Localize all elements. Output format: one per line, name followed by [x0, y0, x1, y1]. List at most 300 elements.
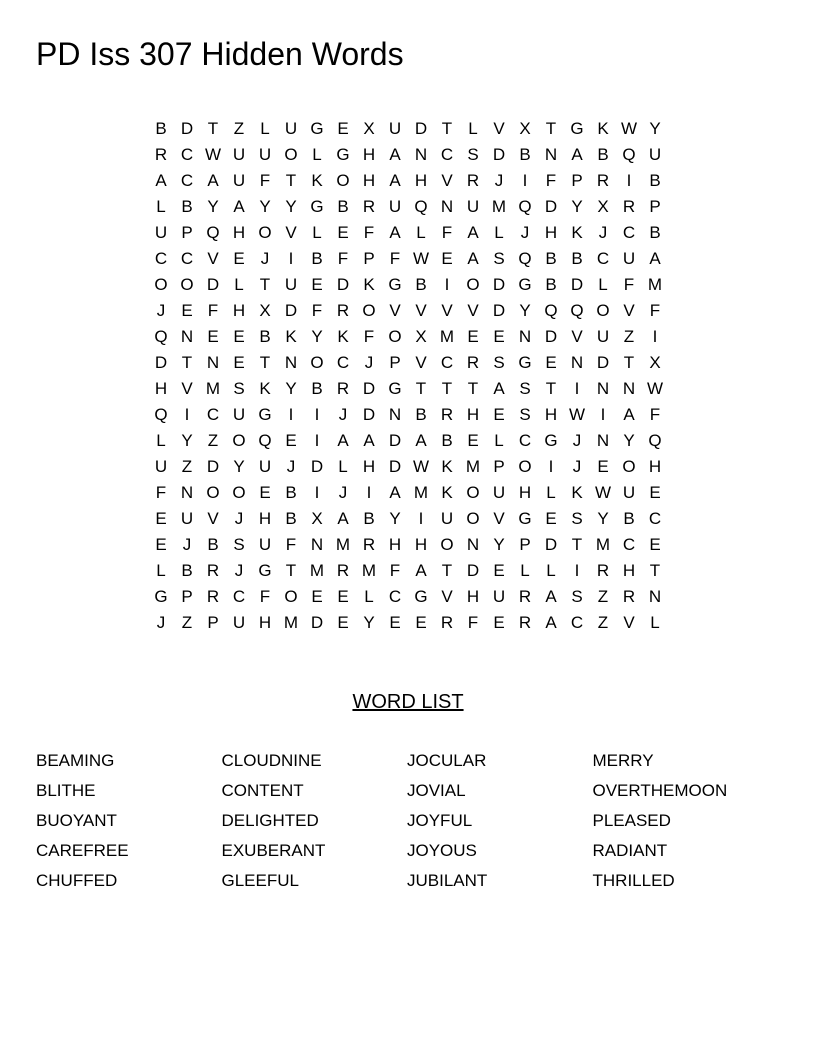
- grid-letter: L: [650, 613, 660, 632]
- grid-letter: T: [441, 561, 453, 580]
- word-list-item: CONTENT: [221, 781, 304, 800]
- grid-letter: N: [622, 379, 636, 398]
- letter-grid: [148, 116, 668, 636]
- grid-letter: B: [181, 561, 193, 580]
- grid-letter: T: [415, 379, 427, 398]
- grid-letter: H: [414, 535, 428, 554]
- grid-letter: Y: [181, 431, 193, 450]
- grid-letter: Z: [623, 327, 635, 346]
- grid-letter: L: [156, 197, 166, 216]
- grid-letter: R: [336, 561, 350, 580]
- grid-letter: Y: [311, 327, 323, 346]
- word-list-item: CLOUDNINE: [221, 751, 322, 770]
- grid-letter: U: [466, 197, 480, 216]
- grid-letter: S: [233, 535, 245, 554]
- grid-letter: G: [310, 197, 324, 216]
- grid-letter: J: [598, 223, 608, 242]
- grid-letter: T: [259, 353, 271, 372]
- grid-letter: J: [572, 431, 582, 450]
- grid-letter: Z: [181, 457, 193, 476]
- grid-letter: S: [571, 509, 583, 528]
- grid-letter: J: [572, 457, 582, 476]
- grid-letter: O: [518, 457, 532, 476]
- grid-letter: I: [314, 483, 320, 502]
- grid-letter: F: [441, 223, 453, 242]
- grid-letter: N: [284, 353, 298, 372]
- grid-letter: P: [519, 535, 531, 554]
- grid-row: [148, 402, 668, 428]
- grid-letter: W: [646, 379, 664, 398]
- grid-letter: H: [258, 509, 272, 528]
- grid-letter: E: [545, 509, 557, 528]
- word-list-item: CHUFFED: [36, 871, 118, 890]
- grid-letter: B: [311, 249, 323, 268]
- word-list-item: JOYOUS: [407, 841, 477, 860]
- grid-letter: C: [570, 613, 584, 632]
- grid-letter: A: [363, 431, 375, 450]
- grid-letter: V: [493, 119, 505, 138]
- grid-letter: D: [310, 457, 324, 476]
- grid-letter: B: [649, 223, 661, 242]
- grid-letter: A: [415, 561, 427, 580]
- grid-letter: C: [180, 249, 194, 268]
- grid-letter: J: [182, 535, 192, 554]
- grid-letter: P: [571, 171, 583, 190]
- grid-letter: B: [363, 509, 375, 528]
- grid-letter: E: [467, 431, 479, 450]
- grid-letter: F: [207, 301, 219, 320]
- grid-letter: O: [336, 171, 350, 190]
- grid-letter: Z: [597, 587, 609, 606]
- grid-letter: B: [285, 483, 297, 502]
- word-list-item: MERRY: [592, 751, 654, 770]
- word-list: [36, 746, 778, 896]
- word-list-item: GLEEFUL: [221, 871, 299, 890]
- grid-letter: G: [518, 509, 532, 528]
- grid-letter: R: [206, 587, 220, 606]
- grid-letter: E: [649, 483, 661, 502]
- grid-letter: L: [494, 431, 504, 450]
- grid-letter: N: [518, 327, 532, 346]
- grid-letter: A: [467, 249, 479, 268]
- grid-letter: A: [389, 483, 401, 502]
- grid-letter: K: [285, 327, 297, 346]
- grid-letter: B: [571, 249, 583, 268]
- grid-letter: Q: [518, 197, 532, 216]
- grid-letter: B: [649, 171, 661, 190]
- grid-letter: L: [546, 561, 556, 580]
- grid-letter: H: [466, 405, 480, 424]
- grid-letter: I: [522, 171, 528, 190]
- grid-letter: U: [258, 145, 272, 164]
- grid-letter: Y: [233, 457, 245, 476]
- grid-letter: A: [545, 613, 557, 632]
- grid-letter: D: [492, 301, 506, 320]
- grid-letter: J: [260, 249, 270, 268]
- grid-letter: B: [441, 431, 453, 450]
- grid-letter: Q: [414, 197, 428, 216]
- grid-letter: N: [206, 353, 220, 372]
- word-list-column: [593, 746, 779, 896]
- grid-letter: A: [415, 431, 427, 450]
- grid-letter: C: [180, 145, 194, 164]
- word-list-column: [407, 746, 593, 896]
- grid-letter: B: [207, 535, 219, 554]
- grid-letter: U: [492, 483, 506, 502]
- grid-letter: F: [389, 561, 401, 580]
- grid-letter: J: [338, 405, 348, 424]
- grid-letter: M: [491, 197, 507, 216]
- grid-letter: Y: [363, 613, 375, 632]
- grid-letter: D: [570, 275, 584, 294]
- grid-letter: Q: [570, 301, 584, 320]
- grid-letter: R: [206, 561, 220, 580]
- grid-letter: D: [336, 275, 350, 294]
- grid-letter: L: [416, 223, 426, 242]
- grid-letter: Y: [285, 197, 297, 216]
- grid-row: [148, 272, 668, 298]
- grid-letter: G: [570, 119, 584, 138]
- grid-letter: J: [286, 457, 296, 476]
- grid-letter: Q: [206, 223, 220, 242]
- grid-letter: O: [284, 145, 298, 164]
- grid-letter: O: [362, 301, 376, 320]
- grid-letter: J: [234, 509, 244, 528]
- grid-letter: D: [284, 301, 298, 320]
- word-list-item: PLEASED: [592, 811, 671, 830]
- grid-letter: G: [518, 353, 532, 372]
- grid-letter: E: [337, 587, 349, 606]
- grid-letter: U: [492, 587, 506, 606]
- grid-letter: L: [156, 561, 166, 580]
- grid-row: [148, 298, 668, 324]
- grid-letter: U: [284, 119, 298, 138]
- grid-letter: U: [154, 223, 168, 242]
- grid-row: [148, 116, 668, 142]
- grid-letter: V: [181, 379, 193, 398]
- grid-letter: B: [311, 379, 323, 398]
- grid-letter: O: [466, 275, 480, 294]
- grid-letter: O: [232, 431, 246, 450]
- grid-letter: E: [493, 327, 505, 346]
- word-list-item: DELIGHTED: [221, 811, 319, 830]
- grid-letter: R: [154, 145, 168, 164]
- grid-letter: Q: [544, 301, 558, 320]
- grid-letter: E: [337, 613, 349, 632]
- grid-letter: J: [364, 353, 374, 372]
- grid-letter: U: [258, 457, 272, 476]
- grid-letter: L: [494, 223, 504, 242]
- grid-letter: U: [180, 509, 194, 528]
- grid-letter: R: [518, 587, 532, 606]
- grid-letter: K: [311, 171, 323, 190]
- grid-letter: N: [180, 327, 194, 346]
- grid-letter: R: [596, 561, 610, 580]
- grid-letter: U: [440, 509, 454, 528]
- grid-letter: C: [596, 249, 610, 268]
- grid-letter: C: [622, 535, 636, 554]
- grid-letter: B: [545, 249, 557, 268]
- grid-letter: W: [412, 457, 430, 476]
- grid-letter: U: [622, 483, 636, 502]
- grid-letter: D: [362, 379, 376, 398]
- grid-letter: F: [649, 405, 661, 424]
- grid-letter: E: [233, 353, 245, 372]
- grid-letter: N: [180, 483, 194, 502]
- grid-letter: I: [314, 431, 320, 450]
- grid-letter: T: [259, 275, 271, 294]
- grid-letter: V: [441, 587, 453, 606]
- word-list-item: CAREFREE: [36, 841, 129, 860]
- grid-letter: V: [389, 301, 401, 320]
- grid-row: [148, 480, 668, 506]
- grid-letter: O: [466, 509, 480, 528]
- grid-letter: R: [466, 353, 480, 372]
- word-list-item: BEAMING: [36, 751, 115, 770]
- grid-letter: E: [441, 249, 453, 268]
- grid-letter: V: [285, 223, 297, 242]
- grid-letter: A: [207, 171, 219, 190]
- grid-letter: J: [520, 223, 530, 242]
- grid-letter: H: [544, 405, 558, 424]
- grid-letter: A: [233, 197, 245, 216]
- grid-letter: M: [647, 275, 663, 294]
- grid-letter: D: [388, 457, 402, 476]
- grid-letter: T: [545, 119, 557, 138]
- grid-letter: Q: [622, 145, 636, 164]
- grid-letter: X: [415, 327, 427, 346]
- grid-letter: G: [258, 561, 272, 580]
- grid-letter: G: [258, 405, 272, 424]
- grid-row: [148, 350, 668, 376]
- grid-letter: I: [314, 405, 320, 424]
- grid-letter: P: [181, 587, 193, 606]
- grid-letter: F: [363, 327, 375, 346]
- grid-letter: Q: [258, 431, 272, 450]
- grid-letter: I: [574, 379, 580, 398]
- grid-letter: C: [154, 249, 168, 268]
- grid-letter: L: [546, 483, 556, 502]
- grid-row: [148, 376, 668, 402]
- grid-letter: Y: [623, 431, 635, 450]
- grid-letter: E: [233, 249, 245, 268]
- grid-letter: U: [622, 249, 636, 268]
- grid-letter: F: [285, 535, 297, 554]
- grid-letter: Y: [597, 509, 609, 528]
- grid-letter: A: [623, 405, 635, 424]
- grid-letter: R: [596, 171, 610, 190]
- grid-letter: Q: [154, 327, 168, 346]
- grid-letter: J: [156, 613, 166, 632]
- grid-letter: K: [571, 483, 583, 502]
- grid-letter: R: [466, 171, 480, 190]
- word-list-column: [222, 746, 408, 896]
- grid-letter: A: [545, 587, 557, 606]
- grid-letter: E: [155, 535, 167, 554]
- grid-letter: F: [337, 249, 349, 268]
- word-list-item: RADIANT: [592, 841, 668, 860]
- grid-letter: C: [232, 587, 246, 606]
- word-list-item: JOCULAR: [407, 751, 487, 770]
- grid-letter: M: [439, 327, 455, 346]
- grid-letter: G: [544, 431, 558, 450]
- grid-letter: A: [493, 379, 505, 398]
- grid-letter: H: [466, 587, 480, 606]
- grid-letter: D: [596, 353, 610, 372]
- grid-letter: A: [571, 145, 583, 164]
- grid-letter: X: [519, 119, 531, 138]
- grid-letter: O: [206, 483, 220, 502]
- word-list-item: JOVIAL: [407, 781, 466, 800]
- grid-letter: O: [258, 223, 272, 242]
- grid-letter: M: [283, 613, 299, 632]
- grid-letter: O: [154, 275, 168, 294]
- grid-letter: G: [154, 587, 168, 606]
- grid-row: [148, 428, 668, 454]
- grid-letter: P: [493, 457, 505, 476]
- grid-letter: D: [544, 535, 558, 554]
- grid-row: [148, 532, 668, 558]
- grid-letter: L: [338, 457, 348, 476]
- grid-letter: L: [312, 145, 322, 164]
- grid-letter: N: [440, 197, 454, 216]
- grid-letter: M: [413, 483, 429, 502]
- grid-letter: Z: [181, 613, 193, 632]
- grid-letter: S: [519, 379, 531, 398]
- grid-letter: U: [232, 613, 246, 632]
- grid-letter: H: [388, 535, 402, 554]
- grid-letter: O: [232, 483, 246, 502]
- grid-letter: I: [288, 249, 294, 268]
- grid-letter: G: [336, 145, 350, 164]
- grid-letter: D: [492, 145, 506, 164]
- grid-letter: I: [288, 405, 294, 424]
- grid-letter: H: [362, 171, 376, 190]
- grid-letter: W: [412, 249, 430, 268]
- grid-letter: V: [623, 613, 635, 632]
- grid-letter: L: [156, 431, 166, 450]
- grid-letter: C: [518, 431, 532, 450]
- grid-letter: E: [493, 613, 505, 632]
- grid-letter: E: [207, 327, 219, 346]
- grid-letter: M: [595, 535, 611, 554]
- grid-letter: C: [388, 587, 402, 606]
- grid-letter: U: [596, 327, 610, 346]
- grid-letter: M: [309, 561, 325, 580]
- grid-letter: X: [649, 353, 661, 372]
- grid-letter: V: [467, 301, 479, 320]
- grid-letter: K: [441, 483, 453, 502]
- grid-letter: W: [204, 145, 222, 164]
- grid-letter: L: [260, 119, 270, 138]
- grid-letter: M: [335, 535, 351, 554]
- grid-letter: T: [285, 171, 297, 190]
- grid-letter: Q: [648, 431, 662, 450]
- grid-letter: A: [155, 171, 167, 190]
- grid-letter: O: [466, 483, 480, 502]
- grid-letter: H: [648, 457, 662, 476]
- grid-letter: H: [232, 223, 246, 242]
- grid-letter: I: [418, 509, 424, 528]
- grid-letter: D: [154, 353, 168, 372]
- grid-letter: H: [544, 223, 558, 242]
- grid-letter: D: [544, 197, 558, 216]
- grid-letter: D: [206, 457, 220, 476]
- grid-letter: R: [622, 587, 636, 606]
- grid-letter: C: [206, 405, 220, 424]
- grid-letter: I: [652, 327, 658, 346]
- grid-letter: F: [545, 171, 557, 190]
- word-list-item: EXUBERANT: [221, 841, 326, 860]
- grid-letter: X: [363, 119, 375, 138]
- grid-letter: K: [571, 223, 583, 242]
- grid-letter: Y: [285, 379, 297, 398]
- grid-row: [148, 324, 668, 350]
- grid-letter: D: [544, 327, 558, 346]
- grid-letter: N: [596, 431, 610, 450]
- grid-letter: D: [362, 405, 376, 424]
- grid-letter: F: [259, 587, 271, 606]
- grid-letter: I: [366, 483, 372, 502]
- grid-letter: L: [364, 587, 374, 606]
- grid-letter: E: [649, 535, 661, 554]
- grid-letter: R: [622, 197, 636, 216]
- grid-letter: B: [519, 145, 531, 164]
- grid-letter: Z: [597, 613, 609, 632]
- grid-letter: H: [232, 301, 246, 320]
- grid-letter: N: [388, 405, 402, 424]
- grid-letter: C: [440, 145, 454, 164]
- grid-letter: E: [181, 301, 193, 320]
- grid-letter: N: [596, 379, 610, 398]
- grid-letter: W: [620, 119, 638, 138]
- grid-letter: H: [414, 171, 428, 190]
- grid-letter: C: [180, 171, 194, 190]
- grid-letter: S: [467, 145, 479, 164]
- grid-letter: V: [207, 509, 219, 528]
- grid-letter: S: [571, 587, 583, 606]
- grid-letter: B: [155, 119, 167, 138]
- grid-letter: B: [545, 275, 557, 294]
- grid-letter: N: [466, 535, 480, 554]
- grid-letter: N: [648, 587, 662, 606]
- grid-letter: S: [519, 405, 531, 424]
- grid-letter: D: [492, 275, 506, 294]
- grid-letter: B: [259, 327, 271, 346]
- grid-row: [148, 584, 668, 610]
- grid-letter: U: [648, 145, 662, 164]
- grid-row: [148, 168, 668, 194]
- grid-letter: E: [545, 353, 557, 372]
- grid-letter: A: [337, 509, 349, 528]
- grid-letter: F: [467, 613, 479, 632]
- grid-letter: D: [180, 119, 194, 138]
- grid-letter: J: [234, 561, 244, 580]
- grid-letter: K: [363, 275, 375, 294]
- grid-letter: V: [623, 301, 635, 320]
- grid-letter: K: [597, 119, 609, 138]
- grid-letter: V: [571, 327, 583, 346]
- grid-letter: C: [648, 509, 662, 528]
- grid-letter: E: [337, 223, 349, 242]
- grid-letter: G: [388, 275, 402, 294]
- grid-letter: H: [258, 613, 272, 632]
- grid-letter: V: [415, 301, 427, 320]
- grid-letter: F: [259, 171, 271, 190]
- grid-letter: S: [233, 379, 245, 398]
- grid-letter: E: [311, 275, 323, 294]
- grid-letter: O: [284, 587, 298, 606]
